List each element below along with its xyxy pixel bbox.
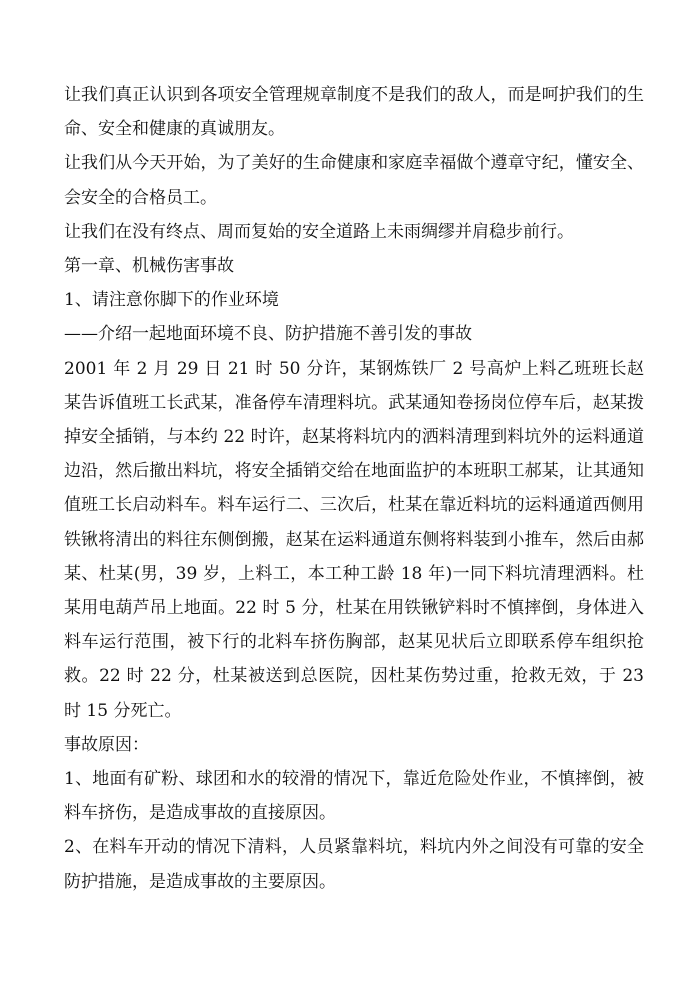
paragraph-accident-narrative: 2001 年 2 月 29 日 21 时 50 分许，某钢炼铁厂 2 号高炉上料乙班班长赵某告诉值班工长武某，准备停车清理料坑。武某通知卷扬岗位停车后，赵某拨掉安全插销，与本约 22 时许，赵某将料坑内的洒料清理到料坑外的运料通道边沿，然后撤出料坑，将安全插销交给在地面监护的本班职工郝某，让其通知值班工长启动料车。料车运行二、三次后，杜某在靠近料坑的运料通道西侧用铁锹将清出的料往东侧倒搬，赵某在运料通道东侧将料装到小推车，然后由郝某、杜某(男，39 岁，上料工，本工种工龄 18 年)一同下料坑清理洒料。杜某用电葫芦吊上地面。22 时 5 分，杜某在用铁锹铲料时不慎摔倒，身体进入料车运行范围，被下行的北料车挤伤胸部，赵某见状后立即联系停车组织抢救。22 时 22 分，杜某被送到总医院，因杜某伤势过重，抢救无效，于 23 时 15 分死亡。 [64, 358, 644, 721]
cause-item-main: 2、在料车开动的情况下清料，人员紧靠料坑，料坑内外之间没有可靠的安全防护措施，是造成事故的主要原因。 [64, 837, 644, 892]
chapter-heading: 第一章、机械伤害事故 [64, 256, 234, 277]
section-heading: 1、请注意你脚下的作业环境 [64, 290, 279, 311]
cause-item-direct: 1、地面有矿粉、球团和水的较滑的情况下，靠近危险处作业，不慎摔倒，被料车挤伤，是造成事故的直接原因。 [64, 769, 644, 824]
paragraph-start-today: 让我们从今天开始，为了美好的生命健康和家庭幸福做个遵章守纪，懂安全、会安全的合格员工。 [64, 153, 644, 208]
paragraph-safety-rules: 让我们真正认识到各项安全管理规章制度不是我们的敌人，而是呵护我们的生命、安全和健康的真诚朋友。 [64, 85, 644, 140]
section-subtitle: ——介绍一起地面环境不良、防护措施不善引发的事故 [64, 324, 472, 345]
causes-heading: 事故原因： [64, 734, 149, 755]
paragraph-safety-road: 让我们在没有终点、周而复始的安全道路上未雨绸缪并肩稳步前行。 [64, 221, 574, 242]
document-body [64, 78, 644, 899]
